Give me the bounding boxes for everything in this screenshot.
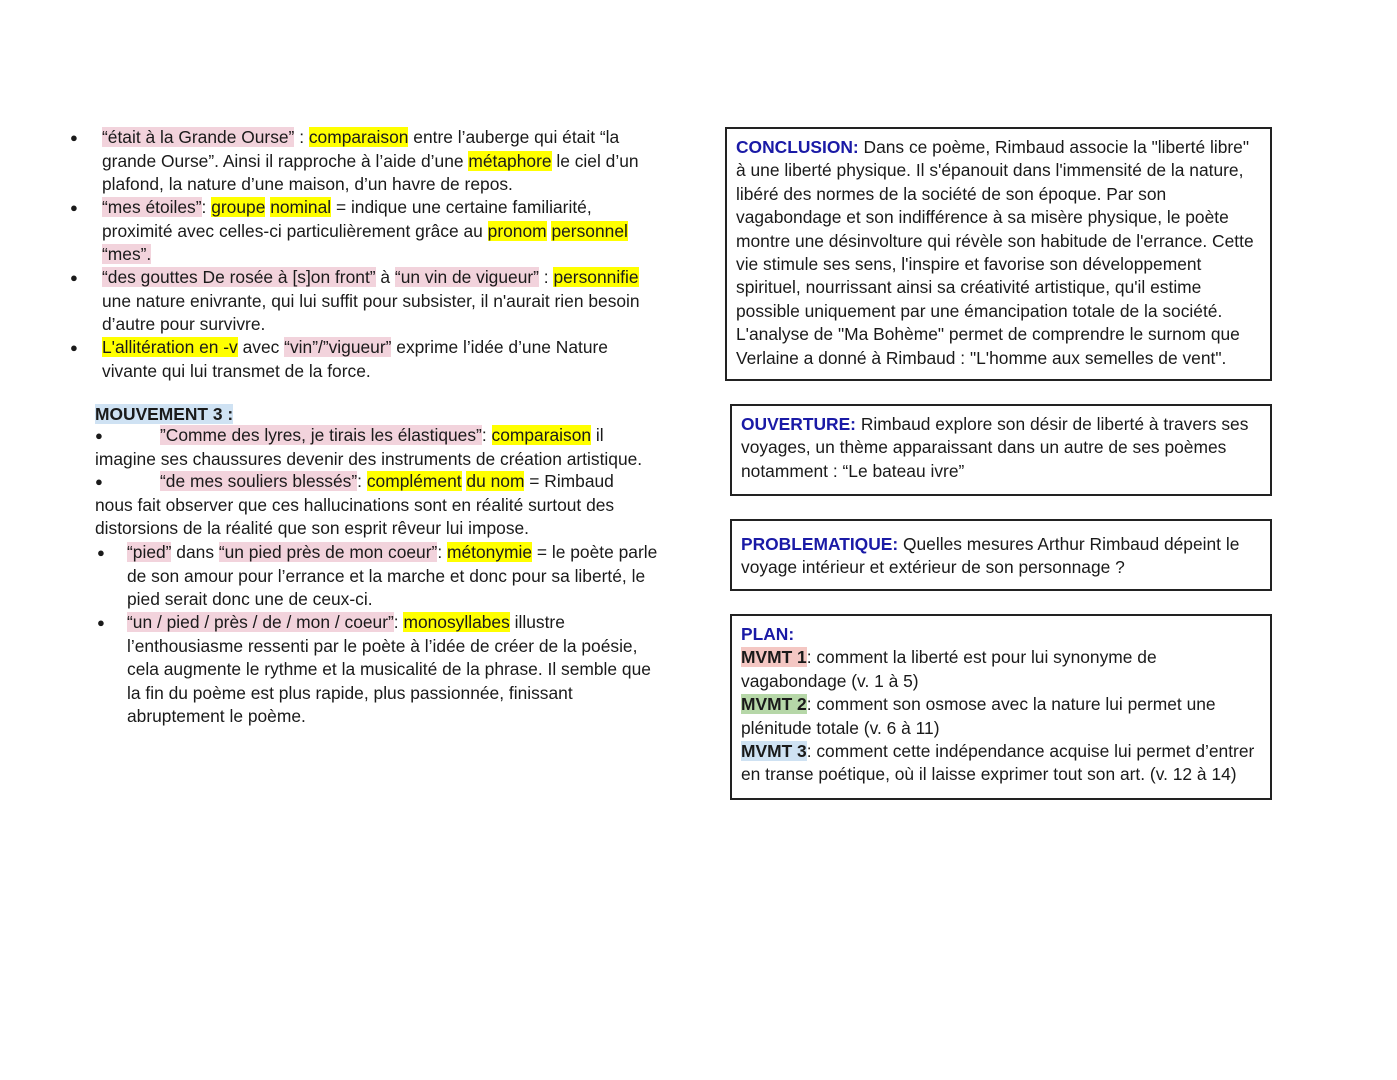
text: il — [591, 425, 604, 445]
bullet-2-line-1 — [102, 196, 592, 219]
text: : comment cette indépendance acquise lui permet d’entrer — [806, 741, 1255, 762]
term-highlight: complément — [366, 471, 462, 491]
bullet-marker: ● — [70, 270, 78, 285]
text: : — [201, 197, 212, 217]
mvt3-item-3-line-2: de son amour pour l’errance et la marche et donc pour sa liberté, le — [127, 565, 646, 586]
conclusion-label: CONCLUSION: — [736, 137, 859, 157]
plan-label — [741, 623, 1261, 646]
text: Quelles mesures Arthur Rimbaud dépeint le — [898, 534, 1240, 554]
mvt3-item-2-line-3: distorsions de la réalité que son esprit rêveur lui impose. — [95, 518, 530, 538]
mvt3-item-4-line-4: la fin du poème est plus rapide, plus passionnée, finissant — [127, 682, 573, 703]
bullet-marker: ● — [95, 428, 103, 443]
term-highlight: métonymie — [447, 542, 533, 562]
conclusion-line: à une liberté physique. Il s'épanouit dans l'immensité de la nature, — [736, 160, 1244, 181]
mvt3-item-1-line-2: imagine ses chaussures devenir des instruments de création artistique. — [95, 448, 643, 469]
quote-highlight: “des gouttes De rosée à [s]on front” — [102, 267, 376, 287]
text: entre l’auberge qui était “la — [408, 127, 620, 147]
text: dans — [171, 542, 219, 562]
plan-mvmt-3 — [741, 740, 1261, 763]
mvt3-item-4-line-5: abruptement le poème. — [127, 706, 306, 726]
quote-highlight: “était à la Grande Ourse” — [102, 127, 295, 147]
bullet-1-line-1 — [102, 126, 619, 149]
heading-highlight: MOUVEMENT 3 : — [95, 404, 234, 424]
conclusion-line-1 — [736, 136, 1261, 159]
plan-mvmt-1 — [741, 646, 1261, 669]
bullet-marker: ● — [97, 545, 105, 560]
term-highlight: métaphore — [468, 150, 552, 171]
section-heading — [95, 403, 233, 426]
conclusion-line: spirituel, nourrissant ainsi sa créativité artistique, qu'il estime — [736, 277, 1202, 298]
term-highlight: du nom — [466, 471, 525, 491]
bullet-3-line-3: d’autre pour survivre. — [102, 314, 266, 334]
text: = indique une certaine familiarité, — [331, 197, 592, 217]
ouverture-line-1 — [741, 413, 1261, 436]
term-highlight: nominal — [270, 197, 332, 217]
conclusion-line: possible uniquement par une émancipation totale de la société. — [736, 300, 1223, 321]
plan-mvmt-3-cont: en transe poétique, où il laisse exprimer tout son art. (v. 12 à 14) — [741, 764, 1237, 785]
quote-highlight: “vin”/”vigueur” — [284, 337, 392, 357]
mvt3-item-4-line-1 — [127, 611, 565, 634]
text: Rimbaud explore son désir de liberté à travers ses — [855, 414, 1249, 434]
conclusion-line: Verlaine a donné à Rimbaud : "L'homme aux semelles de vent". — [736, 347, 1227, 368]
text: : comment la liberté est pour lui synonyme de — [806, 647, 1157, 668]
bullet-2-line-3 — [102, 243, 151, 266]
conclusion-line: montre une désinvolture qui révèle son habitude de l'errance. Cette — [736, 230, 1254, 251]
mvt3-item-1-line-1 — [160, 424, 604, 447]
mvt3-item-3-line-1 — [127, 541, 657, 564]
mvmt-2-label: MVMT 2 — [741, 694, 807, 715]
quote-highlight: ”Comme des lyres, je tirais les élastiques” — [160, 425, 482, 445]
plan-box — [730, 614, 1272, 800]
bullet-1-line-3: plafond, la nature d’une maison, d’un havre de repos. — [102, 174, 513, 194]
problematique-box — [730, 519, 1272, 591]
term-highlight: personnifie — [553, 267, 639, 287]
text: proximité avec celles-ci particulièrement grâce au — [102, 220, 488, 241]
text: le ciel d’un — [551, 150, 639, 171]
text: = Rimbaud — [524, 471, 614, 491]
mvt3-item-4-line-2: l’enthousiasme ressenti par le poète à l’idée de créer de la poésie, — [127, 635, 638, 656]
conclusion-line: libéré des normes de la société de son époque. Par son — [736, 183, 1167, 204]
conclusion-line: L'analyse de "Ma Bohème" permet de comprendre le surnom que — [736, 324, 1240, 345]
mvmt-1-label: MVMT 1 — [741, 647, 807, 668]
bullet-marker: ● — [95, 474, 103, 489]
text: avec — [237, 337, 285, 357]
text: illustre — [509, 612, 565, 632]
plan-mvmt-2-cont: plénitude totale (v. 6 à 11) — [741, 717, 940, 738]
quote-highlight: “un / pied / près / de / mon / coeur” — [127, 612, 394, 632]
quote-highlight: “un vin de vigueur” — [394, 267, 539, 287]
quote-highlight: “mes étoiles” — [102, 197, 202, 217]
bullet-3-line-1 — [102, 266, 639, 289]
bullet-marker: ● — [70, 340, 78, 355]
quote-highlight: “mes”. — [102, 244, 152, 264]
text: à — [375, 267, 395, 287]
problematique-line: voyage intérieur et extérieur de son personnage ? — [741, 557, 1125, 578]
text: exprime l’idée d’une Nature — [391, 337, 608, 357]
ouverture-box — [730, 404, 1272, 496]
term-highlight: personnel — [551, 220, 628, 241]
ouverture-label: OUVERTURE: — [741, 414, 856, 434]
bullet-2-line-2 — [102, 220, 628, 243]
quote-highlight: “de mes souliers blessés” — [160, 471, 358, 491]
bullet-marker: ● — [97, 615, 105, 630]
problematique-label: PROBLEMATIQUE: — [741, 534, 899, 554]
conclusion-line: vagabondage et son indifférence à sa misère physique, le poète — [736, 207, 1229, 228]
text: Dans ce poème, Rimbaud associe la "liberté libre" — [858, 137, 1249, 157]
bullet-1-line-2 — [102, 150, 639, 173]
term-highlight: monosyllabes — [403, 612, 510, 632]
text: : comment son osmose avec la nature lui permet une — [806, 694, 1216, 715]
term-highlight: comparaison — [491, 425, 592, 445]
problematique-line-1 — [741, 533, 1261, 556]
term-highlight: groupe — [211, 197, 266, 217]
text: : — [538, 267, 554, 287]
bullet-4-line-2: vivante qui lui transmet de la force. — [102, 360, 371, 381]
term-highlight: L'allitération en -v — [102, 337, 238, 357]
text: : — [357, 471, 367, 491]
mvt3-item-2-line-2: nous fait observer que ces hallucinations sont en réalité surtout des — [95, 494, 615, 515]
conclusion-box — [725, 127, 1272, 381]
ouverture-line: voyages, un thème apparaissant dans un autre de ses poèmes — [741, 437, 1227, 458]
bullet-marker: ● — [70, 200, 78, 215]
term-highlight: comparaison — [308, 127, 409, 147]
mvt3-item-2-line-1 — [160, 470, 614, 493]
mvt3-item-3-line-3: pied serait donc une de ceux-ci. — [127, 589, 373, 609]
ouverture-line: notamment : “Le bateau ivre” — [741, 460, 965, 481]
plan-mvmt-2 — [741, 693, 1261, 716]
plan-mvmt-1-cont: vagabondage (v. 1 à 5) — [741, 670, 919, 691]
text: : — [294, 127, 309, 147]
plan-heading: PLAN: — [741, 624, 795, 644]
term-highlight: pronom — [487, 220, 547, 241]
bullet-4-line-1 — [102, 336, 608, 359]
quote-highlight: “un pied près de mon coeur” — [218, 542, 438, 562]
text: : — [393, 612, 404, 632]
bullet-3-line-2: une nature enivrante, qui lui suffit pour subsister, il n'aurait rien besoin — [102, 290, 640, 311]
text: : — [437, 542, 447, 562]
mvt3-item-4-line-3: cela augmente le rythme et la musicalité de la phrase. Il semble que — [127, 659, 651, 679]
text: = le poète parle — [532, 542, 658, 562]
conclusion-line: vie stimule ses sens, l'inspire et favorise son développement — [736, 254, 1202, 275]
text: grande Ourse”. Ainsi il rapproche à l’aide d’une — [102, 150, 469, 171]
text: : — [481, 425, 492, 445]
mvmt-3-label: MVMT 3 — [741, 741, 807, 762]
quote-highlight: “pied” — [127, 542, 172, 562]
bullet-marker: ● — [70, 130, 78, 145]
